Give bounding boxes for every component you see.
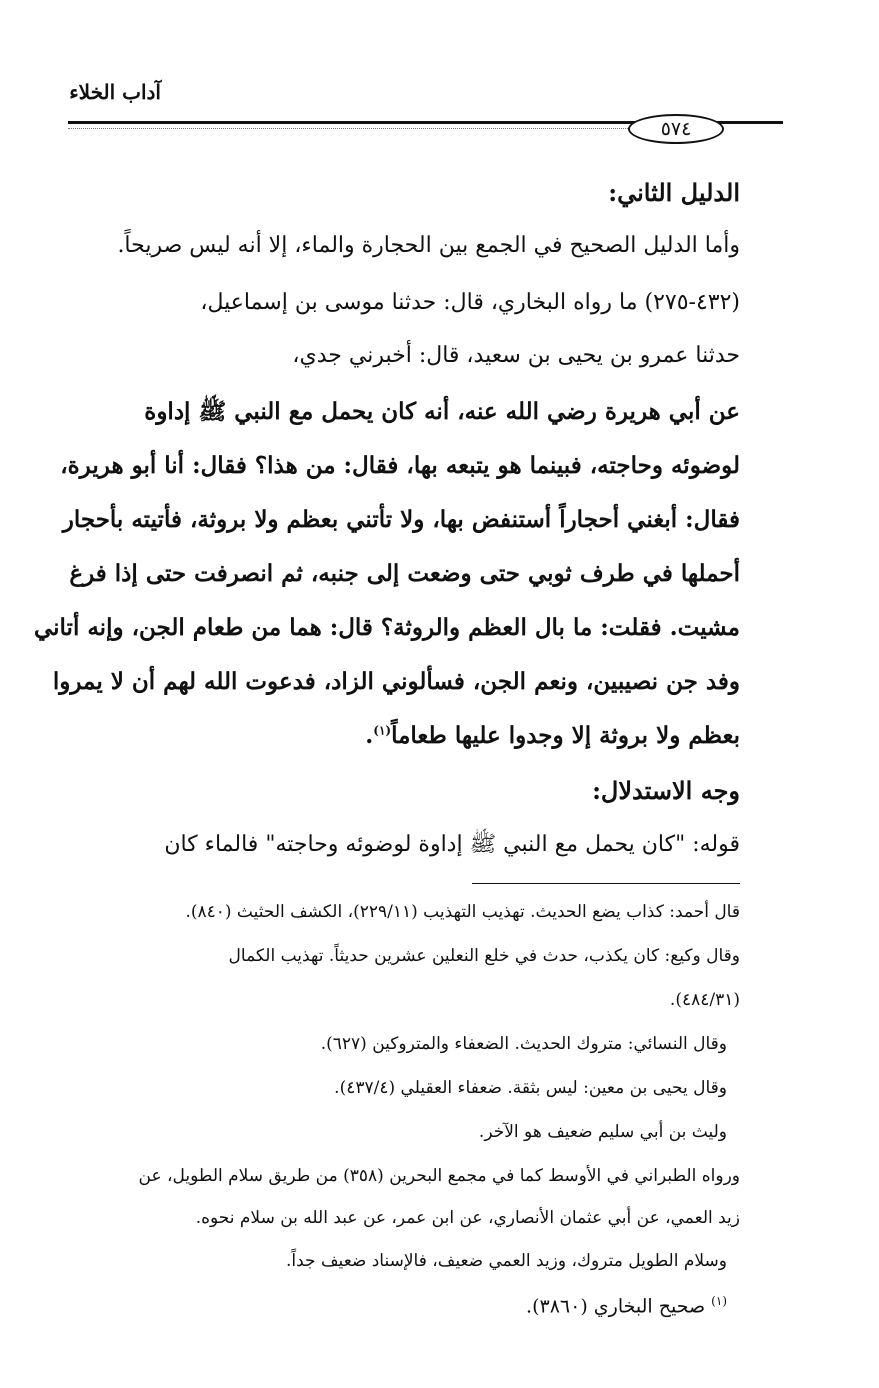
footnote-line: (٤٨٤/٣١). xyxy=(669,990,740,1010)
hadith-text: بعظم ولا بروثة إلا وجدوا عليها طعاماً xyxy=(391,722,740,749)
footnote-line: وسلام الطويل متروك، وزيد العمي ضعيف، فالإسناد ضعيف جداً. xyxy=(286,1251,727,1271)
footnote-separator xyxy=(472,883,740,884)
footnote-entry xyxy=(526,1294,727,1317)
hadith-line-last xyxy=(365,722,740,749)
running-header-title: آداب الخلاء xyxy=(69,80,161,104)
text-line: قوله: "كان يحمل مع النبي ﷺ إداوة لوضوئه وحاجته" فالماء كان xyxy=(164,832,740,857)
hadith-line: مشيت. فقلت: ما بال العظم والروثة؟ قال: هما من طعام الجن، وإنه أتاني xyxy=(33,614,740,641)
footnote-line: وليث بن أبي سليم ضعيف هو الآخر. xyxy=(478,1122,727,1142)
section-heading: وجه الاستدلال: xyxy=(592,776,740,805)
footnote-text: صحيح البخاري (٣٨٦٠). xyxy=(526,1295,706,1318)
text-line: (٤٣٢-٢٧٥) ما رواه البخاري، قال: حدثنا موسى بن إسماعيل، xyxy=(200,290,740,315)
section-heading: الدليل الثاني: xyxy=(608,178,740,207)
main-text xyxy=(33,0,740,880)
footnote-line: وقال يحيى بن معين: ليس بثقة. ضعفاء العقيلي (٤٣٧/٤). xyxy=(334,1078,727,1098)
footnote-ref: (١) xyxy=(373,723,392,738)
footnote-line: وقال وكيع: كان يكذب، حدث في خلع النعلين عشرين حديثاً. تهذيب الكمال xyxy=(228,946,740,966)
footnote-number: (١) xyxy=(711,1294,727,1308)
hadith-line: عن أبي هريرة رضي الله عنه، أنه كان يحمل مع النبي ﷺ إداوة xyxy=(144,398,740,425)
text-line: حدثنا عمرو بن يحيى بن سعيد، قال: أخبرني جدي، xyxy=(292,343,740,368)
hadith-period: . xyxy=(365,722,374,749)
text-line: وأما الدليل الصحيح في الجمع بين الحجارة والماء، إلا أنه ليس صريحاً. xyxy=(117,233,740,258)
hadith-line: فقال: أبغني أحجاراً أستنفض بها، ولا تأتني بعظم ولا بروثة، فأتيته بأحجار xyxy=(62,506,740,533)
footnote-line: ورواه الطبراني في الأوسط كما في مجمع البحرين (٣٥٨) من طريق سلام الطويل، عن xyxy=(138,1166,740,1186)
footnote-line: زيد العمي، عن أبي عثمان الأنصاري، عن ابن عمر، عن عبد الله بن سلام نحوه. xyxy=(195,1208,740,1228)
footnote-line: قال أحمد: كذاب يضع الحديث. تهذيب التهذيب (٢٢٩/١١)، الكشف الحثيث (٨٤٠). xyxy=(185,902,740,922)
footnote-line: وقال النسائي: متروك الحديث. الضعفاء والمتروكين (٦٢٧). xyxy=(320,1034,727,1054)
hadith-line: وفد جن نصيبين، ونعم الجن، فسألوني الزاد، فدعوت الله لهم أن لا يمروا xyxy=(52,668,740,695)
hadith-line: أحملها في طرف ثوبي حتى وضعت إلى جنبه، ثم انصرفت حتى إذا فرغ xyxy=(69,560,740,587)
hadith-line: لوضوئه وحاجته، فبينما هو يتبعه بها، فقال: من هذا؟ فقال: أنا أبو هريرة، xyxy=(60,452,740,479)
page-number-badge: ٥٧٤ xyxy=(628,114,724,144)
